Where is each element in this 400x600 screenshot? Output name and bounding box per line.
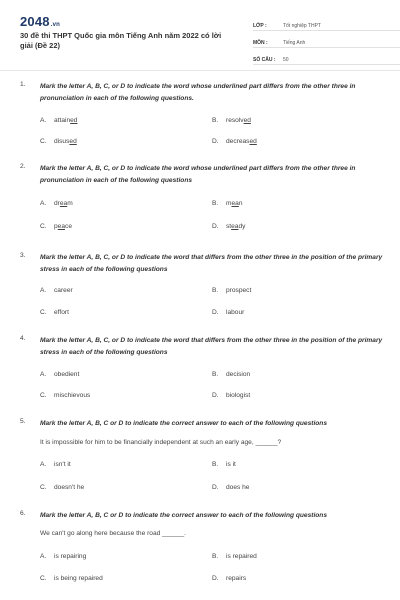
- option-c[interactable]: C. doesn't he: [40, 484, 85, 491]
- document-meta: [253, 16, 400, 67]
- meta-label: LỚP :: [253, 23, 267, 29]
- option-b[interactable]: B. decision: [212, 371, 251, 378]
- meta-row-question-count: [253, 50, 400, 65]
- option-b[interactable]: B. is repaired: [212, 553, 257, 560]
- option-b[interactable]: B. is it: [212, 461, 236, 468]
- question-prompt: Mark the letter A, B, C, or D to indicate the word that differs from the other three in the position of the primary stress in each of the following questions: [40, 254, 383, 273]
- logo-suffix: .vn: [50, 22, 61, 28]
- logo-text: 2048: [20, 14, 50, 29]
- option-a[interactable]: A. isn't it: [40, 461, 71, 468]
- option-d[interactable]: D. repairs: [212, 575, 247, 582]
- option-b[interactable]: B. prospect: [212, 287, 252, 294]
- question-number: 1.: [20, 81, 26, 88]
- question-stem: We can't go along here because the road ______.: [40, 530, 186, 537]
- option-c[interactable]: C. effort: [40, 309, 69, 316]
- meta-row-class: [253, 16, 400, 31]
- meta-value: Tốt nghiệp THPT: [283, 23, 321, 29]
- question-6: [20, 510, 385, 590]
- question-4: [20, 335, 385, 405]
- question-3: [20, 252, 385, 322]
- option-c[interactable]: C. peace: [40, 223, 72, 230]
- option-d[interactable]: D. steady: [212, 223, 246, 230]
- header-divider: [0, 70, 400, 71]
- question-number: 3.: [20, 252, 26, 259]
- option-a[interactable]: A. dream: [40, 200, 73, 207]
- question-prompt: Mark the letter A, B, C, or D to indicate the word whose underlined part differs from the other three in pronunciation in each of the following questions.: [40, 83, 356, 102]
- question-prompt: Mark the letter A, B, C, or D to indicate the word whose underlined part differs from the other three in pronunciation in each of the following questions: [40, 165, 356, 184]
- option-a[interactable]: A. obedient: [40, 371, 80, 378]
- document-header: [20, 14, 380, 70]
- meta-value: Tiếng Anh: [283, 40, 306, 46]
- question-prompt: Mark the letter A, B, C or D to indicate the correct answer to each of the following questions: [40, 420, 327, 427]
- meta-label: MÔN :: [253, 40, 268, 46]
- option-a[interactable]: A. is repairing: [40, 553, 87, 560]
- option-b[interactable]: B. resolved: [212, 117, 251, 124]
- question-5: [20, 418, 385, 496]
- question-prompt: Mark the letter A, B, C, or D to indicate the word that differs from the other three in the position of the primary stress in each of the following questions: [40, 337, 383, 356]
- site-logo[interactable]: [20, 14, 60, 29]
- question-number: 5.: [20, 418, 26, 425]
- option-d[interactable]: D. biologist: [212, 392, 251, 399]
- option-a[interactable]: A. career: [40, 287, 73, 294]
- option-d[interactable]: D. decreased: [212, 138, 257, 145]
- question-number: 6.: [20, 510, 26, 517]
- option-c[interactable]: C. mischievous: [40, 392, 91, 399]
- meta-label: SỐ CÂU :: [253, 57, 276, 63]
- option-b[interactable]: B. mean: [212, 200, 243, 207]
- question-number: 2.: [20, 163, 26, 170]
- question-2: [20, 163, 385, 238]
- question-stem: It is impossible for him to be financially independent at such an early age, ______?: [40, 439, 282, 446]
- option-c[interactable]: C. disused: [40, 138, 77, 145]
- meta-row-subject: [253, 33, 400, 48]
- option-a[interactable]: A. attained: [40, 117, 78, 124]
- question-number: 4.: [20, 335, 26, 342]
- option-d[interactable]: D. does he: [212, 484, 250, 491]
- option-d[interactable]: D. labour: [212, 309, 245, 316]
- document-title: 30 đề thi THPT Quốc gia môn Tiếng Anh năm 2022 có lời giải (Đề 22): [20, 31, 222, 50]
- question-prompt: Mark the letter A, B, C or D to indicate the correct answer to each of the following questions: [40, 512, 327, 519]
- option-c[interactable]: C. is being repaired: [40, 575, 103, 582]
- meta-value: 50: [283, 57, 289, 63]
- question-1: [20, 81, 385, 151]
